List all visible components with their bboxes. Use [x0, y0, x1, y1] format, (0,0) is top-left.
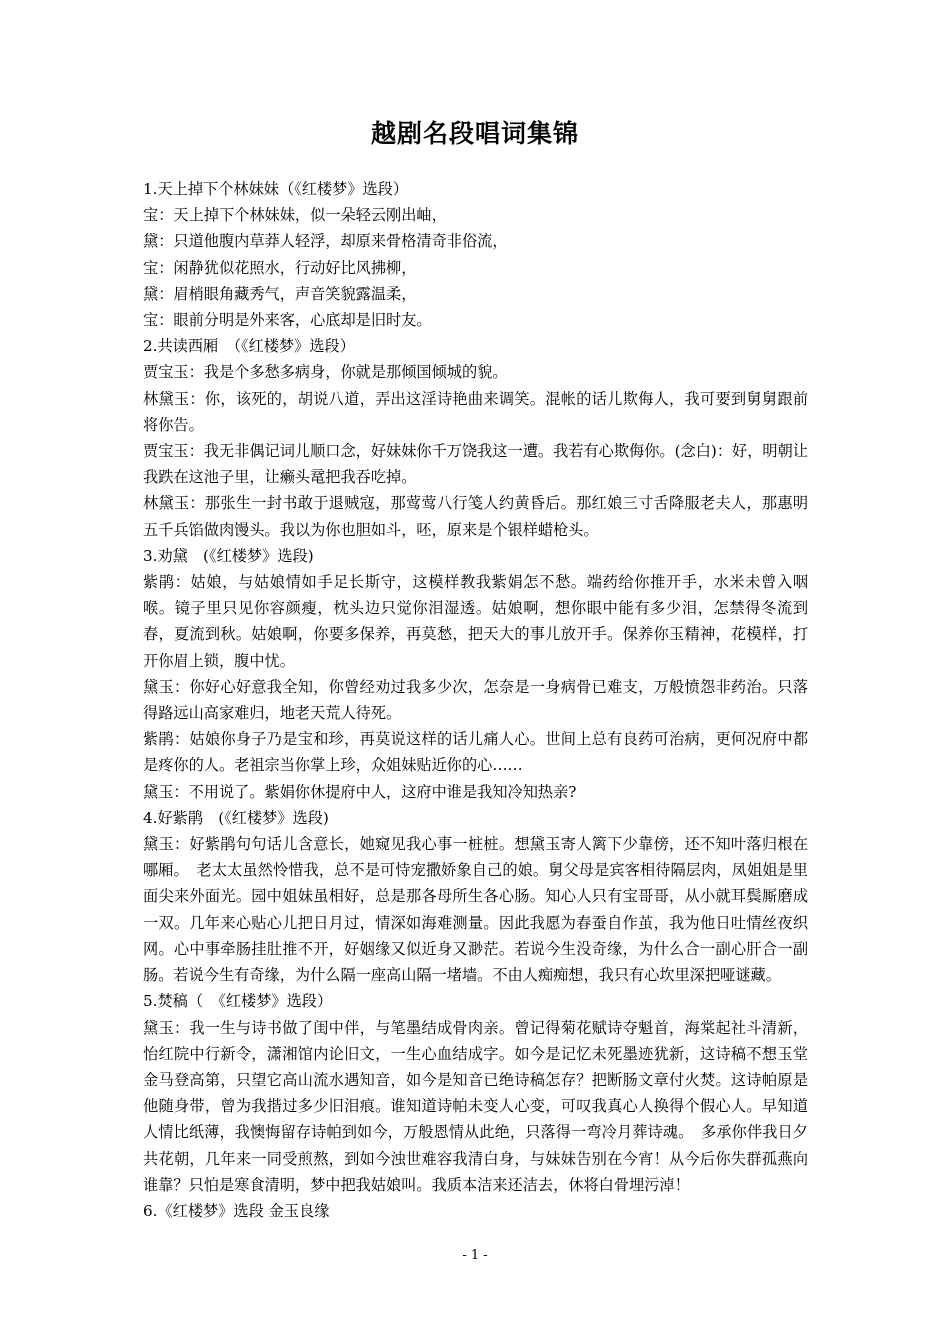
paragraph: 宝：眼前分明是外来客，心底却是旧时友。 [143, 311, 432, 330]
paragraph: 黛：眉梢眼角藏秀气，声音笑貌露温柔， [143, 284, 417, 303]
paragraph: 宝：天上掉下个林妹妹，似一朵轻云刚出岫， [143, 206, 447, 225]
paragraph: 宝：闲静犹似花照水，行动好比风拂柳， [143, 258, 417, 277]
paragraph: 紫鹃：姑娘，与姑娘情如手足长斯守，这模样教我紫娟怎不愁。端药给你推开手，水米未曾入咽喉。镜子里只见你容颜瘦，枕头边只觉你泪湿透。姑娘啊，想你眼中能有多少泪，怎禁得冬流到春，夏流到秋。姑娘啊，你要多保养，再莫愁，把天大的事儿放开手。保养你玉精神，花模样，打开你眉上锁，腹中忧。 [143, 573, 808, 670]
paragraph: 黛玉：你好心好意我全知，你曾经劝过我多少次，怎奈是一身病骨已难支，万般愤怨非药治。只落得路远山高家难归，地老天荒人待死。 [143, 677, 808, 723]
paragraph: 贾宝玉：我无非偶记词儿顺口念，好妹妹你千万饶我这一遭。我若有心欺侮你。(念白)：好，明朝让我跌在这池子里，让癞头鼋把我吞吃掉。 [143, 442, 808, 487]
paragraph: 贾宝玉：我是个多愁多病身，你就是那倾国倾城的貌。 [143, 363, 508, 382]
paragraph: 林黛玉：那张生一封书敢于退贼寇，那莺莺八行笺人约黄昏后。那红娘三寸舌降服老夫人，那惠明五千兵馅做肉馒头。我以为你也胆如斗，呸，原来是个银样蜡枪头。 [143, 494, 808, 539]
paragraph: 林黛玉：你，该死的，胡说八道，弄出这淫诗艳曲来调笑。混帐的话儿欺侮人，我可要到舅舅跟前将你告。 [143, 389, 808, 434]
paragraph: 5.焚稿（ 《红楼梦》选段） [143, 992, 333, 1011]
lyrics-body [143, 176, 808, 1224]
paragraph: 4.好紫鹃 (《红楼梦》选段) [143, 808, 329, 827]
paragraph: 黛玉：我一生与诗书做了闺中伴，与笔墨结成骨肉亲。曾记得菊花赋诗夺魁首，海棠起社斗清新，怡红院中行新令，潇湘馆内论旧文，一生心血结成字。如今是记忆未死墨迹犹新，这诗稿不想玉堂金马登高第，只望它高山流水遇知音，如今是知音已绝诗稿怎存？把断肠文章付火焚。这诗帕原是他随身带，曾为我揩过多少旧泪痕。谁知道诗帕未变人心变，可叹我真心人换得个假心人。早知道人情比纸薄，我懊悔留存诗帕到如今，万般恩情从此绝，只落得一弯冷月葬诗魂。 多承你伴我日夕共花朝，几年来一同受煎熬，到如今浊世难容我清白身，与妹妹告别在今宵！从今后你失群孤燕向谁靠？只怕是寒食清明，梦中把我姑娘叫。我质本洁来还洁去，休将白骨埋污淖！ [143, 1018, 808, 1194]
paragraph: 6.《红楼梦》选段 金玉良缘 [143, 1201, 330, 1220]
paragraph: 3.劝黛 (《红楼梦》选段) [143, 546, 314, 565]
page-number: - 1 - [462, 1248, 488, 1263]
paragraph: 紫鹃：姑娘你身子乃是宝和珍，再莫说这样的话儿痛人心。世间上总有良药可治病，更何况府中都是疼你的人。老祖宗当你掌上珍，众姐妹贴近你的心…… [143, 730, 808, 775]
paragraph: 黛：只道他腹内草莽人轻浮，却原来骨格清奇非俗流， [143, 232, 508, 251]
paragraph: 黛玉：好紫鹃句句话儿含意长，她窥见我心事一桩桩。想黛玉寄人篱下少靠傍，还不知叶落归根在哪厢。 老太太虽然怜惜我，总不是可恃宠撒娇象自己的娘。舅父母是宾客相待隔层肉，凤姐姐是里面尖来外面光。园中姐妹虽相好，总是那各母所生各心肠。知心人只有宝哥哥，从小就耳鬓厮磨成一双。几年来心贴心儿把日月过，情深如海难测量。因此我愿为春蚕自作茧，我为他日吐情丝夜织网。心中事牵肠挂肚推不开，好姻缘又似近身又渺茫。若说今生没奇缘，为什么合一副心肝合一副肠。若说今生有奇缘，为什么隔一座高山隔一堵墙。不由人痴痴想，我只有心坎里深把哑谜藏。 [143, 835, 808, 985]
paragraph: 黛玉：不用说了。紫娟你休提府中人，这府中谁是我知冷知热亲? [143, 782, 577, 801]
document-title: 越剧名段唱词集锦 [370, 119, 579, 148]
paragraph: 1.天上掉下个林妹妹（《红楼梦》选段） [143, 180, 409, 198]
paragraph: 2.共读西厢 （《红楼梦》选段） [143, 337, 355, 356]
